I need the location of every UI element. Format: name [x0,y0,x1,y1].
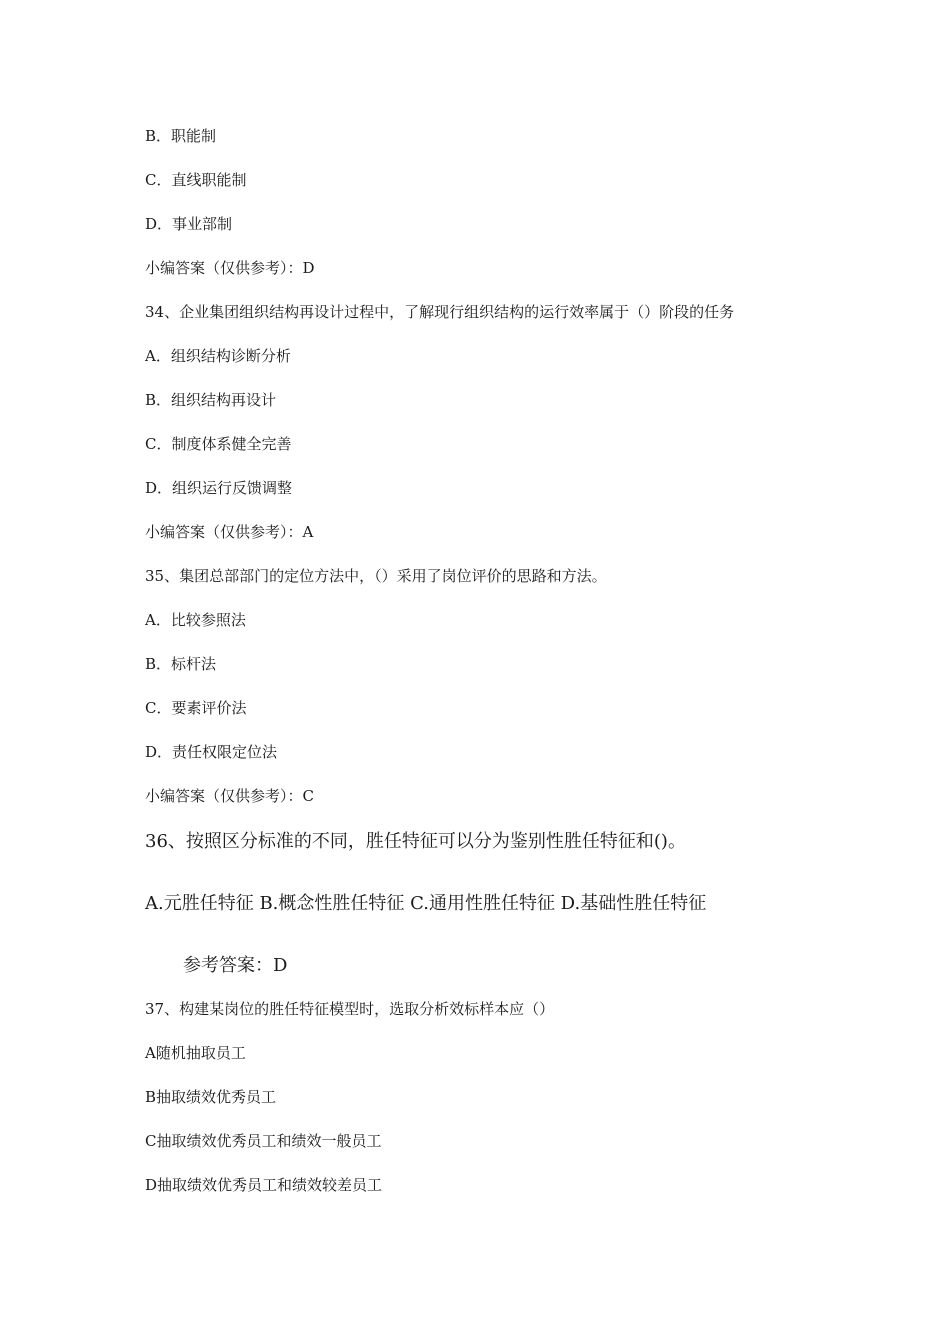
q34-option-c: C．制度体系健全完善 [145,435,292,453]
q33-option-c: C．直线职能制 [145,171,247,189]
q33-option-b: B．职能制 [145,127,217,145]
q35-option-a: A．比较参照法 [145,611,246,629]
q34-answer: 小编答案（仅供参考）：A [145,523,314,541]
q36-options: A.元胜任特征 B.概念性胜任特征 C.通用性胜任特征 D.基础性胜任特征 [145,893,707,914]
q37-option-b: B抽取绩效优秀员工 [145,1088,277,1106]
q33-option-d: D．事业部制 [145,215,233,233]
q36-answer: 参考答案：D [183,955,288,976]
q35-stem: 35、集团总部部门的定位方法中，（）采用了岗位评价的思路和方法。 [145,567,607,585]
q35-option-b: B．标杆法 [145,655,217,673]
q37-option-c: C抽取绩效优秀员工和绩效一般员工 [145,1132,382,1150]
q34-option-d: D．组织运行反馈调整 [145,479,293,497]
q37-option-d: D抽取绩效优秀员工和绩效较差员工 [145,1176,383,1194]
q37-option-a: A随机抽取员工 [145,1044,246,1062]
q33-answer: 小编答案（仅供参考）：D [145,259,315,277]
q35-option-c: C．要素评价法 [145,699,247,717]
q34-stem: 34、企业集团组织结构再设计过程中，了解现行组织结构的运行效率属于（）阶段的任务 [145,303,735,321]
q37-stem: 37、构建某岗位的胜任特征模型时，选取分析效标样本应（） [145,1000,555,1018]
q34-option-b: B．组织结构再设计 [145,391,277,409]
q35-answer: 小编答案（仅供参考）：C [145,787,314,805]
q34-option-a: A．组织结构诊断分析 [145,347,291,365]
q35-option-d: D．责任权限定位法 [145,743,278,761]
q36-stem: 36、按照区分标准的不同，胜任特征可以分为鉴别性胜任特征和()。 [145,831,686,852]
